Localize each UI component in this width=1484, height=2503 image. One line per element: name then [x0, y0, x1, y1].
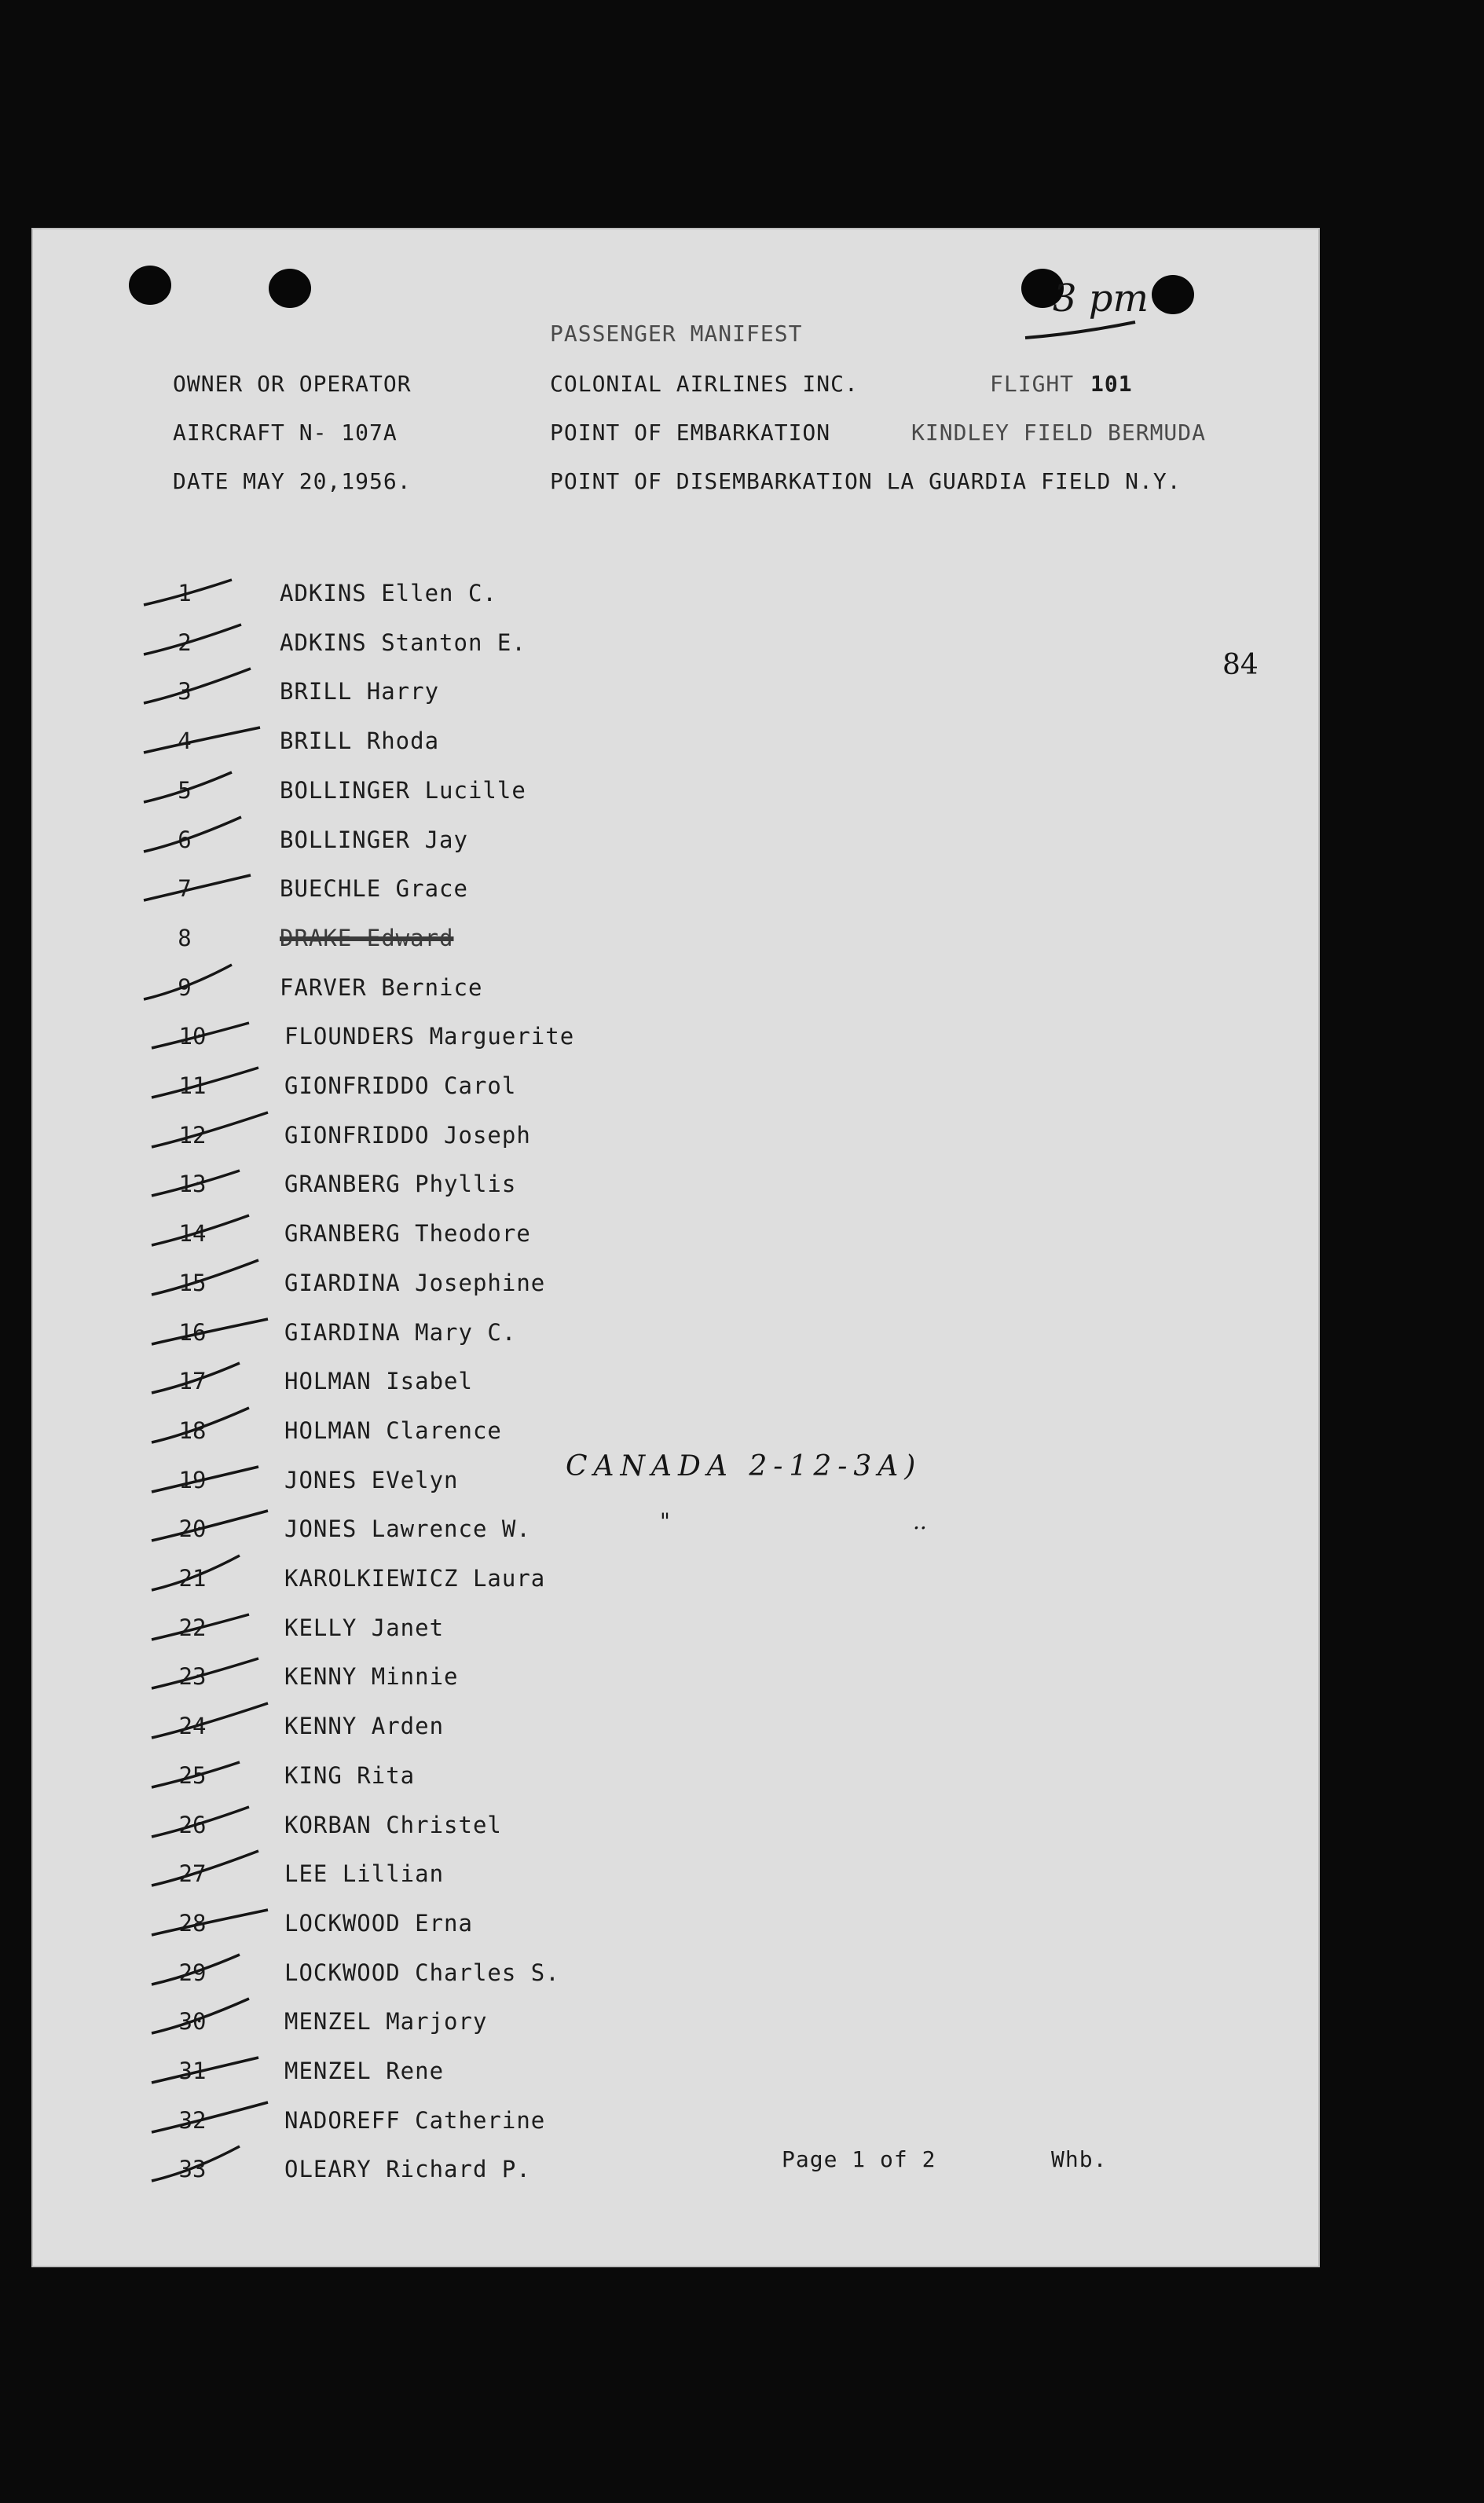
passenger-name: GIARDINA Mary C. [284, 1319, 517, 1346]
aircraft-line: AIRCRAFT N- 107A [173, 420, 398, 445]
ditto-mark-2: .. [913, 1508, 927, 1534]
passenger-number: 29 [178, 1959, 207, 1986]
passenger-number: 25 [178, 1762, 207, 1789]
passenger-name: BOLLINGER Jay [280, 826, 468, 853]
embarkation-place: KINDLEY FIELD BERMUDA [911, 420, 1207, 445]
passenger-number: 31 [178, 2058, 207, 2084]
date-line: DATE MAY 20,1956. [173, 468, 412, 494]
passenger-number: 32 [178, 2107, 207, 2134]
passenger-number: 19 [178, 1467, 207, 1493]
passenger-name: GRANBERG Phyllis [284, 1171, 517, 1197]
passenger-number: 24 [178, 1713, 207, 1739]
passenger-name: JONES Lawrence W. [284, 1515, 531, 1542]
passenger-name: BRILL Harry [280, 678, 440, 705]
passenger-name: DRAKE Edward [280, 925, 454, 951]
handwritten-page-note: 84 [1222, 649, 1259, 681]
passenger-number: 23 [178, 1663, 207, 1690]
passenger-number: 14 [178, 1220, 207, 1247]
passenger-number: 16 [178, 1319, 207, 1346]
passenger-name: GIONFRIDDO Carol [284, 1072, 517, 1099]
passenger-name: FLOUNDERS Marguerite [284, 1023, 575, 1050]
manifest-title: PASSENGER MANIFEST [550, 321, 803, 346]
passenger-number: 27 [178, 1860, 207, 1887]
passenger-number: 15 [178, 1270, 207, 1296]
passenger-name: BUECHLE Grace [280, 875, 468, 902]
passenger-name: BRILL Rhoda [280, 727, 440, 754]
passenger-name: FARVER Bernice [280, 974, 483, 1001]
manifest-sheet [31, 228, 1320, 2267]
passenger-number: 7 [178, 875, 192, 902]
passenger-number: 18 [178, 1417, 207, 1444]
flight-number: 101 [1090, 371, 1133, 397]
passenger-number: 9 [178, 974, 192, 1001]
passenger-number: 6 [178, 826, 192, 853]
passenger-number: 20 [178, 1515, 207, 1542]
passenger-name: KORBAN Christel [284, 1812, 502, 1838]
passenger-number: 11 [178, 1072, 207, 1099]
passenger-number: 26 [178, 1812, 207, 1838]
passenger-number: 33 [178, 2156, 207, 2182]
passenger-number: 21 [178, 1565, 207, 1592]
passenger-name: KELLY Janet [284, 1614, 445, 1641]
punch-hole-right-2 [1152, 275, 1194, 314]
owner-label: OWNER OR OPERATOR [173, 371, 412, 397]
passenger-name: HOLMAN Isabel [284, 1368, 473, 1394]
punch-hole-center [269, 269, 311, 308]
passenger-name: LOCKWOOD Charles S. [284, 1959, 560, 1986]
passenger-number: 30 [178, 2008, 207, 2035]
passenger-name: GIONFRIDDO Joseph [284, 1122, 531, 1149]
passenger-name: OLEARY Richard P. [284, 2156, 531, 2182]
passenger-number: 1 [178, 580, 192, 607]
passenger-number: 10 [178, 1023, 207, 1050]
passenger-name: JONES EVelyn [284, 1467, 459, 1493]
operator-name: COLONIAL AIRLINES INC. [550, 371, 859, 397]
passenger-number: 13 [178, 1171, 207, 1197]
ditto-mark: " [660, 1508, 670, 1534]
passenger-number: 12 [178, 1122, 207, 1149]
handwritten-time-note: 3 pm [1053, 277, 1149, 321]
passenger-name: GIARDINA Josephine [284, 1270, 546, 1296]
passenger-name: KAROLKIEWICZ Laura [284, 1565, 546, 1592]
passenger-number: 3 [178, 678, 192, 705]
passenger-name: LOCKWOOD Erna [284, 1910, 473, 1937]
passenger-number: 8 [178, 925, 192, 951]
passenger-name: BOLLINGER Lucille [280, 777, 526, 804]
passenger-number: 28 [178, 1910, 207, 1937]
passenger-name: KING Rita [284, 1762, 416, 1789]
clerk-initials: Whb. [1051, 2146, 1108, 2172]
embarkation-label: POINT OF EMBARKATION [550, 420, 831, 445]
passenger-name: NADOREFF Catherine [284, 2107, 546, 2134]
passenger-name: MENZEL Marjory [284, 2008, 488, 2035]
passenger-name: KENNY Arden [284, 1713, 445, 1739]
handwritten-canada-note: CANADA 2-12-3A) [566, 1450, 922, 1482]
passenger-name: ADKINS Stanton E. [280, 629, 526, 656]
passenger-number: 5 [178, 777, 192, 804]
passenger-name: GRANBERG Theodore [284, 1220, 531, 1247]
page-indicator: Page 1 of 2 [782, 2146, 936, 2172]
disembarkation-line: POINT OF DISEMBARKATION LA GUARDIA FIELD N.Y. [550, 468, 1182, 494]
punch-hole-left [129, 266, 171, 305]
passenger-number: 22 [178, 1614, 207, 1641]
passenger-name: MENZEL Rene [284, 2058, 445, 2084]
passenger-name: KENNY Minnie [284, 1663, 459, 1690]
passenger-number: 2 [178, 629, 192, 656]
passenger-number: 17 [178, 1368, 207, 1394]
passenger-name: ADKINS Ellen C. [280, 580, 497, 607]
passenger-name: HOLMAN Clarence [284, 1417, 502, 1444]
passenger-number: 4 [178, 727, 192, 754]
flight-label: FLIGHT [990, 371, 1075, 397]
passenger-name: LEE Lillian [284, 1860, 445, 1887]
